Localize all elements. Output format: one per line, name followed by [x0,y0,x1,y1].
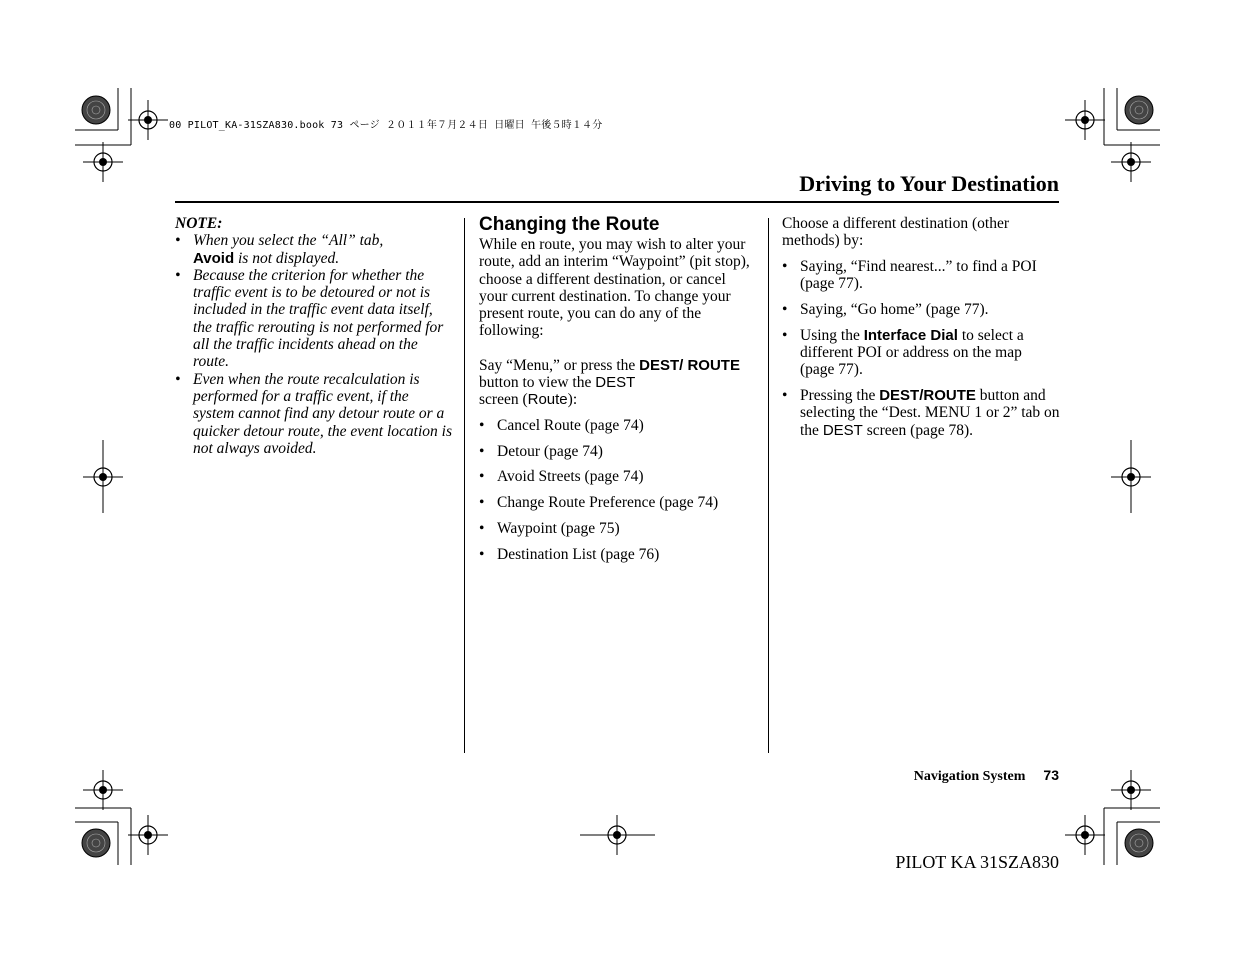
list-item: • Saying, “Find nearest...” to find a POI (page 77). [782,258,1060,293]
dest-keyword: DEST [822,421,863,439]
note-item [175,232,452,267]
print-job-header: 00 PILOT_KA-31SZA830.book 73 ページ ２０１１年７月２４日 日曜日 午後５時１４分 [169,120,603,131]
color-bar-mark [82,829,110,857]
page-number: 73 [1043,767,1059,783]
instruction-text: ): [567,391,578,409]
list-item: • Saying, “Go home” (page 77). [782,301,1060,318]
dest-keyword: DEST [595,374,636,392]
dest-route-keyword: DEST/ ROUTE [639,356,740,374]
item-text: button and selecting the “Dest. MENU 1 or 2” tab on the [800,387,1060,439]
list-item: • Change Route Preference (page 74) [479,494,755,511]
section-title: Changing the Route [479,214,660,235]
item-text: Using the [800,326,864,344]
list-item: • Detour (page 74) [479,443,755,460]
note-item: • Because the criterion for whether the traffic event is to be detoured or not is included in the traffic event data itself, the traffic rerouting is not performed for all the traffic incidents ahead on the route. [175,267,452,371]
crosshair-mark [128,100,168,140]
color-bar-mark [1125,829,1153,857]
note-text: When you select the “All” tab, [193,232,384,250]
item-text: Pressing the [800,387,880,405]
header-rule [175,201,1059,203]
column-divider [464,218,465,753]
list-item [782,387,1060,439]
list-item: • Cancel Route (page 74) [479,417,755,434]
crosshair-mark [128,815,168,855]
note-heading: NOTE: [175,215,223,232]
list-item: • Avoid Streets (page 74) [479,468,755,485]
column-divider [768,218,769,753]
color-bar-mark [1125,96,1153,124]
dest-route-keyword: DEST/ROUTE [879,387,976,405]
intro-paragraph: Choose a different destination (other methods) by: [782,215,1009,250]
options-list [479,417,755,564]
crosshair-mark [1065,100,1105,140]
crosshair-mark [1111,142,1151,182]
note-item: • Even when the route recalculation is performed for a traffic event, if the system cannot find any detour route or a quicker detour route, the event location is not always avoided. [175,371,452,457]
intro-paragraph: While en route, you may wish to alter your route, add an interim “Waypoint” (pit stop), choose a different destination, or cancel your current destination. To change your present route, you can do any of the following: [479,236,750,340]
page-footer [914,767,1059,785]
route-keyword: Route [527,391,568,409]
page-title: Driving to Your Destination [799,171,1059,196]
crosshair-mark [83,770,123,810]
color-bar-mark [82,96,110,124]
interface-dial-keyword: Interface Dial [863,326,958,344]
list-item: • Waypoint (page 75) [479,520,755,537]
note-column [175,215,452,457]
methods-list [782,258,1060,439]
changing-route-column [479,214,755,572]
note-text: is not displayed. [234,249,340,267]
instruction-paragraph [479,357,755,409]
footer-section: Navigation System [913,769,1026,784]
instruction-text: Say “Menu,” or press the [479,356,640,374]
instruction-text: button to view the [479,374,596,392]
item-text: to select a different POI or address on the map (page 77). [800,326,1024,379]
document-code: PILOT KA 31SZA830 [895,852,1059,872]
crosshair-mark [1065,815,1105,855]
other-methods-column [782,215,1060,448]
avoid-keyword: Avoid [193,249,235,267]
instruction-text: screen ( [479,391,528,409]
crosshair-mark [83,142,123,182]
crosshair-mark [1111,770,1151,810]
note-list [175,232,452,457]
list-item [782,327,1060,379]
item-text: screen (page 78). [862,421,973,439]
list-item: • Destination List (page 76) [479,546,755,563]
